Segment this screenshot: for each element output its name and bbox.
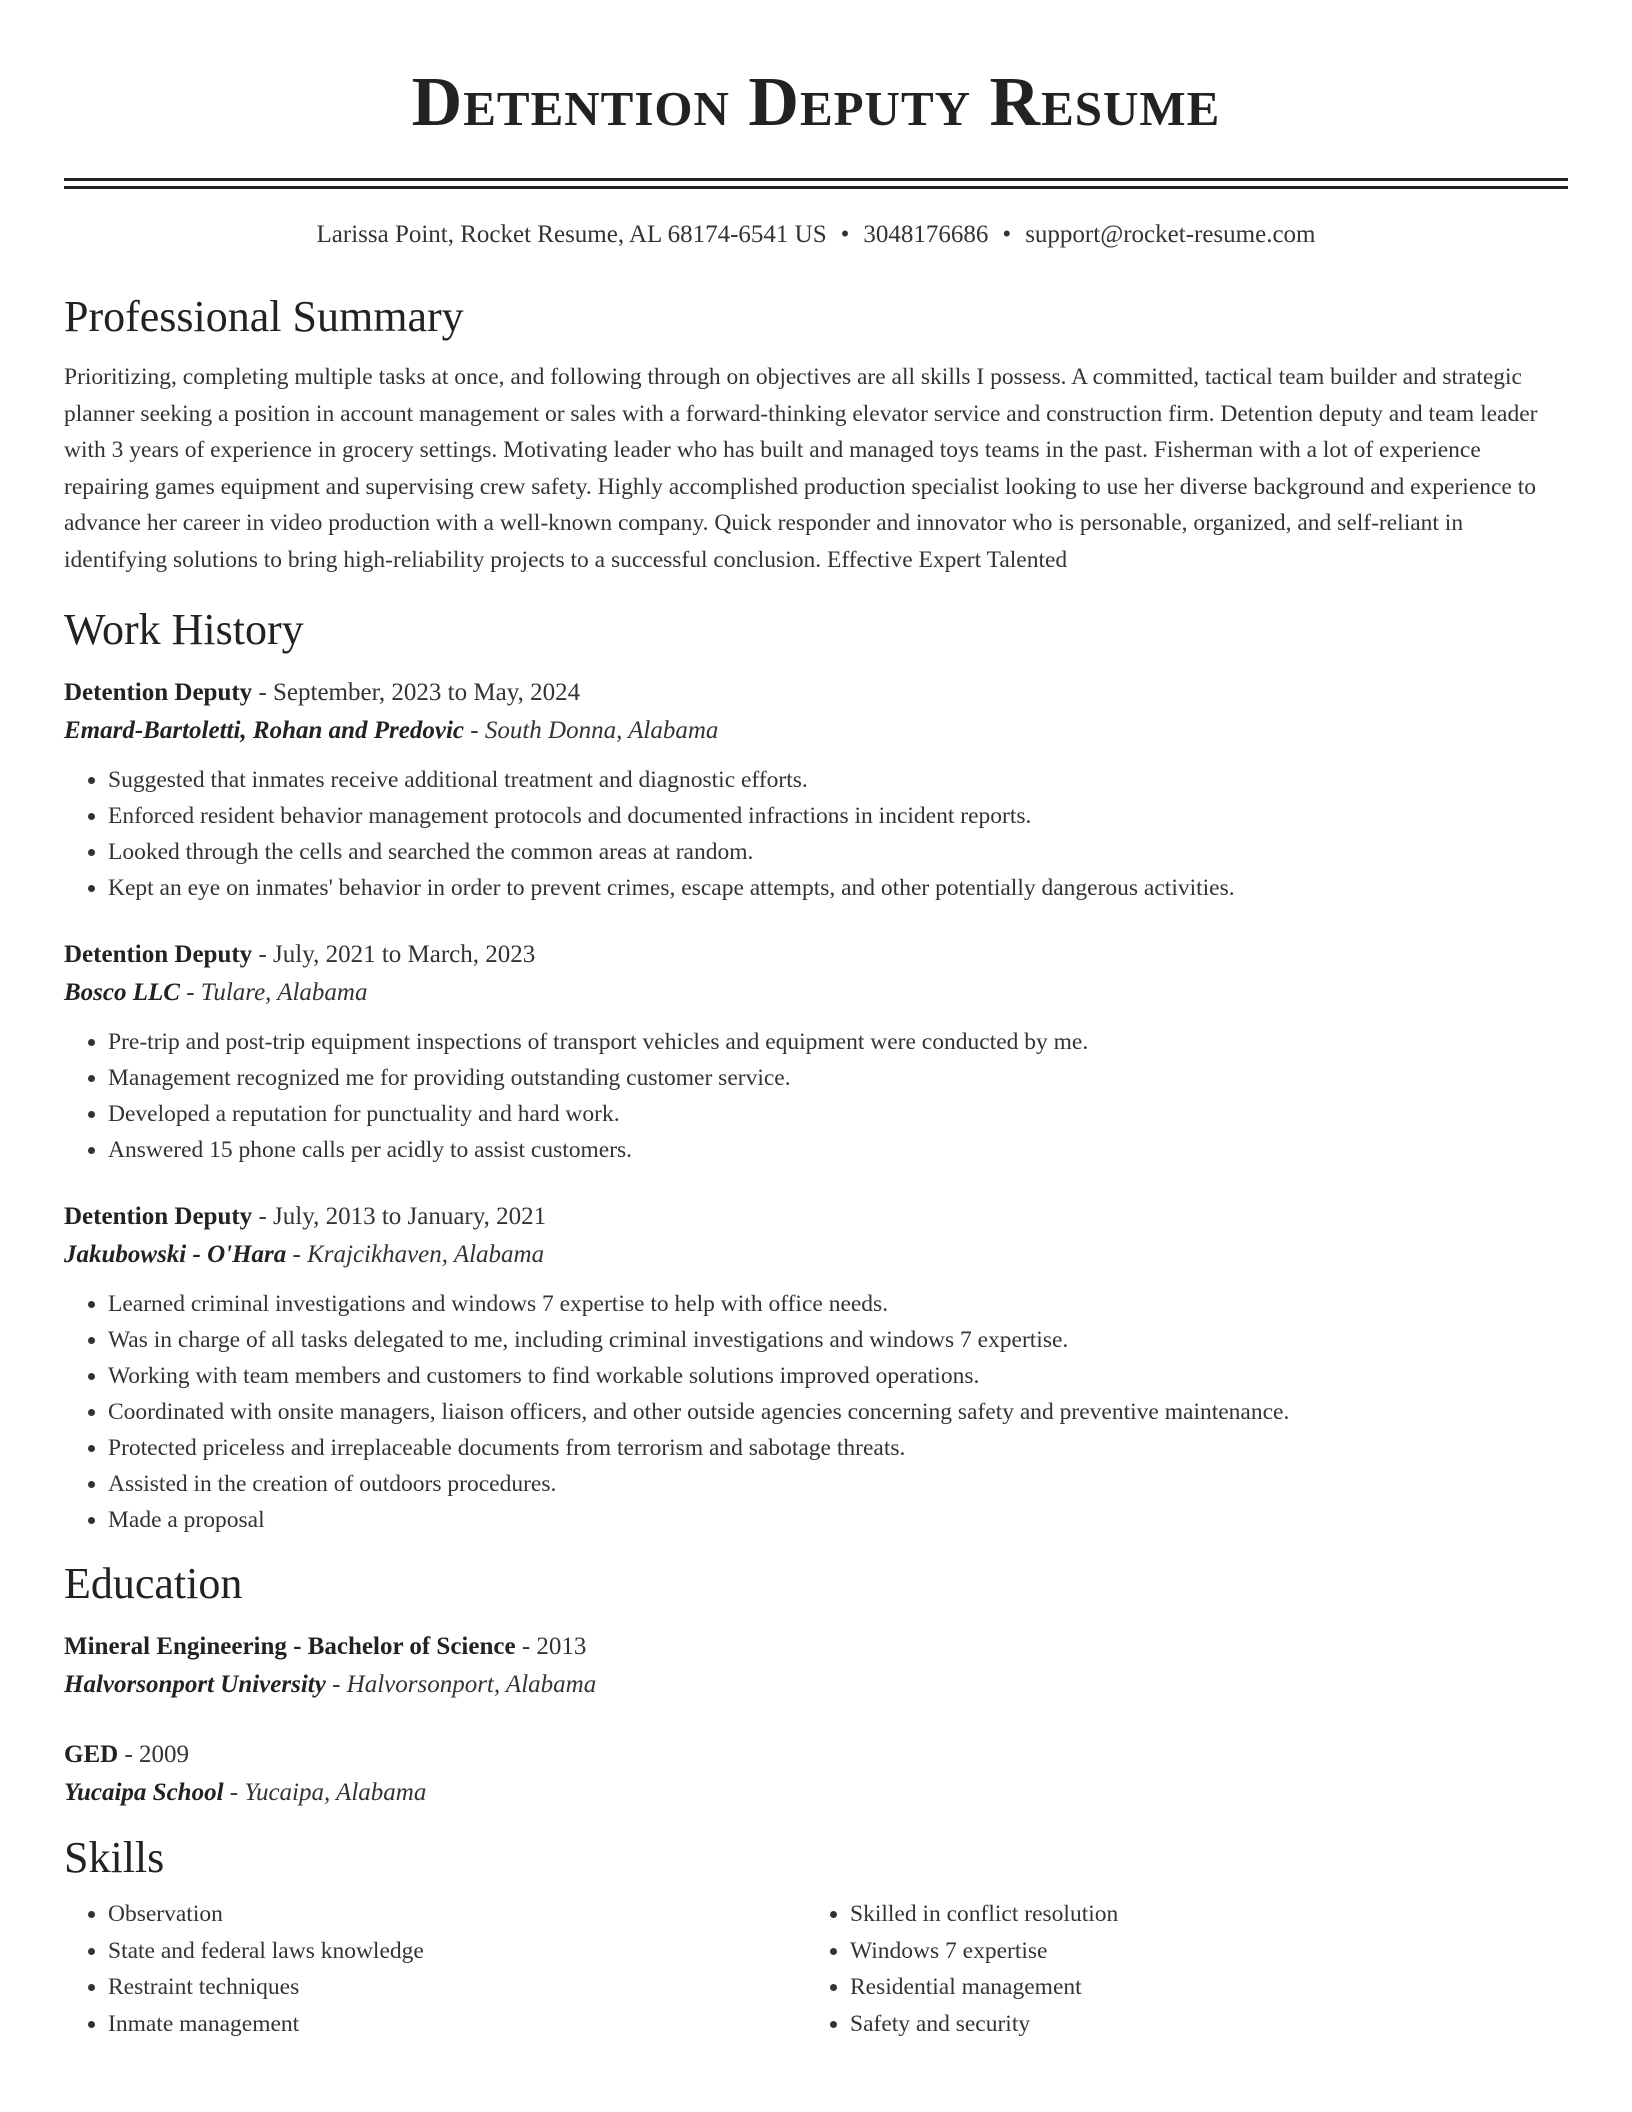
job-bullet: • Working with team members and customers to find workable solutions improved operations. — [108, 1358, 1568, 1394]
job-bullet: • Protected priceless and irreplaceable documents from terrorism and sabotage threats. — [108, 1430, 1568, 1466]
education-degree-line — [64, 1628, 1568, 1666]
education-school-line — [64, 1666, 1568, 1704]
job-location: - Krajcikhaven, Alabama — [286, 1241, 545, 1268]
job-company-line — [64, 1236, 1568, 1274]
job-bullet: • Suggested that inmates receive additional treatment and diagnostic efforts. — [108, 762, 1568, 798]
job-company: Jakubowski - O'Hara — [64, 1241, 287, 1268]
section-heading-education: Education — [64, 1559, 243, 1608]
job-bullet: • Kept an eye on inmates' behavior in order to prevent crimes, escape attempts, and other potentially dangerous activities. — [108, 870, 1568, 906]
job-title-line — [64, 674, 1568, 712]
education-degree-line — [64, 1736, 1568, 1774]
job-dates: - September, 2023 to May, 2024 — [252, 679, 581, 706]
skills-grid — [64, 1896, 1568, 2042]
contact-separator: • — [1002, 221, 1012, 248]
job-company: Bosco LLC — [64, 979, 180, 1006]
job-bullet: • Assisted in the creation of outdoors procedures. — [108, 1466, 1568, 1502]
summary-text: Prioritizing, completing multiple tasks at once, and following through on objectives are all skills I possess. A committed, tactical team builder and strategic planner seeking a position in account management or sales with a forward-thinking elevator service and construction firm. Detention deputy and team leader with 3 years of experience in grocery settings. Motivating leader who has built and managed toys teams in the past. Fisherman with a lot of experience repairing games equipment and supervising crew safety. Highly accomplished production specialist looking to use her diverse background and experience to advance her career in video production with a well-known company. Quick responder and innovator who is personable, organized, and self-reliant in identifying solutions to bring high-reliability projects to a successful conclusion. Effective Expert Talented — [64, 364, 1538, 573]
education-location: - Yucaipa, Alabama — [223, 1779, 427, 1806]
education-year: - 2013 — [515, 1633, 587, 1660]
job-bullet: • Was in charge of all tasks delegated to me, including criminal investigations and windows 7 expertise. — [108, 1322, 1568, 1358]
contact-phone: 3048176686 — [863, 221, 989, 248]
title-double-rule — [64, 178, 1568, 189]
education-degree: GED — [64, 1741, 119, 1768]
job-title-line — [64, 936, 1568, 974]
job-bullet: • Learned criminal investigations and windows 7 expertise to help with office needs. — [108, 1286, 1568, 1322]
job-title-line — [64, 1198, 1568, 1236]
job-bullet: • Looked through the cells and searched the common areas at random. — [108, 834, 1568, 870]
education-school: Yucaipa School — [64, 1779, 224, 1806]
section-heading-skills: Skills — [64, 1833, 165, 1882]
job-entry — [64, 1198, 1568, 1538]
job-title: Detention Deputy — [64, 1203, 253, 1230]
job-location: - Tulare, Alabama — [179, 979, 368, 1006]
skill-item: • Observation — [108, 1896, 806, 1933]
job-entry — [64, 674, 1568, 906]
job-dates: - July, 2013 to January, 2021 — [252, 1203, 547, 1230]
skill-item: • Skilled in conflict resolution — [850, 1896, 1548, 1933]
skill-item: • Safety and security — [850, 2006, 1548, 2043]
job-title: Detention Deputy — [64, 679, 253, 706]
job-bullet: • Made a proposal — [108, 1502, 1568, 1538]
skills-column-left — [64, 1896, 806, 2042]
skill-item: • State and federal laws knowledge — [108, 1933, 806, 1970]
job-bullet: • Management recognized me for providing outstanding customer service. — [108, 1060, 1568, 1096]
contact-email: support@rocket-resume.com — [1025, 221, 1316, 248]
job-bullets — [64, 762, 1568, 906]
job-bullet: • Coordinated with onsite managers, liaison officers, and other outside agencies concerning safety and preventive maintenance. — [108, 1394, 1568, 1430]
skill-item: • Windows 7 expertise — [850, 1933, 1548, 1970]
job-company-line — [64, 712, 1568, 750]
education-degree: Mineral Engineering - Bachelor of Science — [64, 1633, 516, 1660]
resume-title: Detention Deputy Resume — [411, 64, 1221, 141]
contact-separator: • — [840, 221, 850, 248]
education-entry — [64, 1628, 1568, 1704]
job-bullet: • Pre-trip and post-trip equipment inspections of transport vehicles and equipment were conducted by me. — [108, 1024, 1568, 1060]
skill-item: • Restraint techniques — [108, 1969, 806, 2006]
contact-line — [64, 217, 1568, 253]
job-bullets — [64, 1286, 1568, 1538]
education-school: Halvorsonport University — [64, 1671, 326, 1698]
contact-address: Larissa Point, Rocket Resume, AL 68174-6541 US — [316, 221, 827, 248]
job-company-line — [64, 974, 1568, 1012]
skill-item: • Residential management — [850, 1969, 1548, 2006]
job-company: Emard-Bartoletti, Rohan and Predovic — [64, 717, 465, 744]
job-bullets — [64, 1024, 1568, 1168]
education-entry — [64, 1736, 1568, 1812]
education-location: - Halvorsonport, Alabama — [325, 1671, 597, 1698]
job-dates: - July, 2021 to March, 2023 — [252, 941, 536, 968]
job-location: - South Donna, Alabama — [464, 717, 719, 744]
section-heading-work-history: Work History — [64, 605, 304, 654]
education-school-line — [64, 1774, 1568, 1812]
skill-item: • Inmate management — [108, 2006, 806, 2043]
job-title: Detention Deputy — [64, 941, 253, 968]
job-entry — [64, 936, 1568, 1168]
job-bullet: • Enforced resident behavior management protocols and documented infractions in incident reports. — [108, 798, 1568, 834]
section-heading-summary: Professional Summary — [64, 292, 464, 341]
job-bullet: • Answered 15 phone calls per acidly to assist customers. — [108, 1132, 1568, 1168]
skills-column-right — [806, 1896, 1548, 2042]
job-bullet: • Developed a reputation for punctuality and hard work. — [108, 1096, 1568, 1132]
education-year: - 2009 — [118, 1741, 190, 1768]
